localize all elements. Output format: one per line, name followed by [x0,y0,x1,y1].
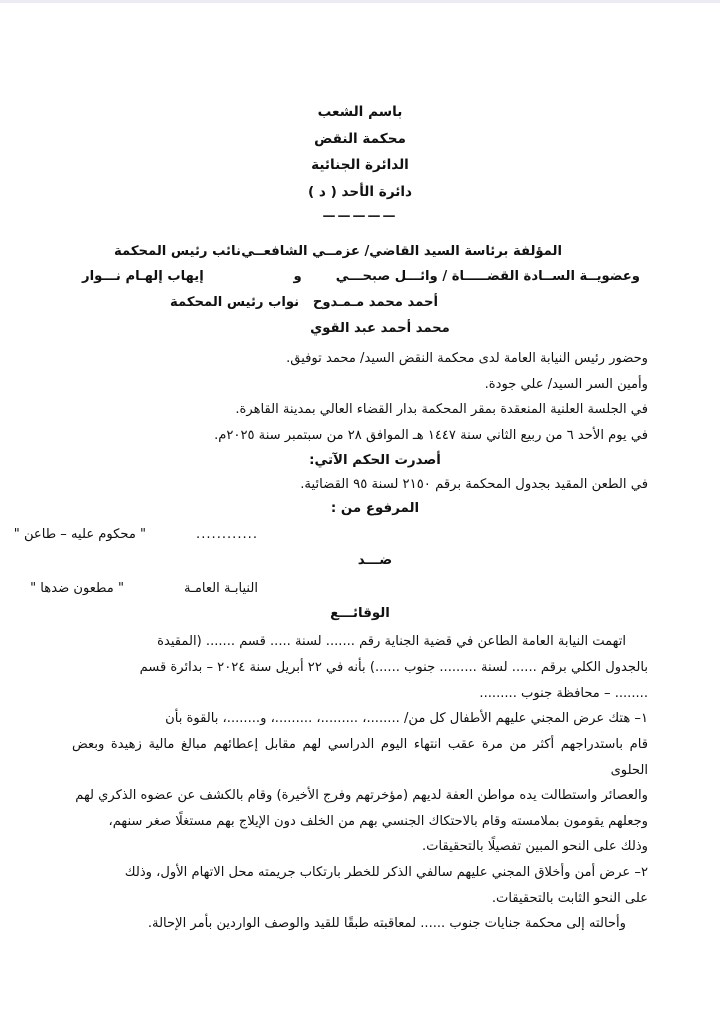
case-reference: في الطعن المقيد بجدول المحكمة برقم ٢١٥٠ لسنة ٩٥ القضائية. [300,477,648,493]
heading-raised-by: المرفوع من : [330,500,420,516]
preamble [72,346,648,448]
clerk-attendance: وأمين السر السيد/ علي جودة. [484,376,648,392]
charge-one-line-5: وذلك على النحو المبين تفصيلًا بالتحقيقات. [421,839,648,855]
appellant-tag: " محكوم عليه – طاعن " [13,526,147,542]
charge-one-line-2: قام باستدراجهم أكثر من مرة عقب انتهاء اليوم الدراسي لهم مقابل إعطائهم مبالغ مالية زهيدة وبعض الحلوى [67,736,648,778]
masthead-line-in-name-of-people: باسم الشعب [317,104,403,120]
charge-one-line-1: ١– هتك عرض المجني عليهم الأطفال كل من/ ........، .........، .........، و........، بالقوة بأن [165,711,648,727]
appellee-tag: " مطعون ضدها " [30,580,124,596]
heading-facts: الوقائـــع [330,606,390,622]
appellee-name: النيابـة العامـة [184,580,258,596]
presiding-judge-role: نائب رئيس المحكمة [114,243,241,259]
party-appellee [30,576,648,602]
facts-paragraph-line-3: ........ – محافظة جنوب ......... [479,685,648,701]
facts-paragraph-line-2: بالجدول الكلي برقم ...... لسنة ......... جنوب ......) بأنه في ٢٢ أبريل سنة ٢٠٢٤ – بدائرة قسم [139,659,648,675]
heading-versus: ضـــد [357,553,393,569]
masthead-line-criminal-chamber: الدائرة الجنائية [311,157,409,173]
referral-statement: وأحالته إلى محكمة جنايات جنوب ...... لمعاقبته طبقًا للقيد والوصف الواردين بأمر الإحالة. [147,916,626,932]
charge-one-line-3: والعصائر واستطالت يده مواطن العفة لديهم (مؤخرتهم وفرج الأخيرة) وقام بالكشف عن عضوه الذكري لهم [75,788,648,804]
appellant-name: ............ [196,526,258,542]
masthead-line-sunday-circuit: دائرة الأحد ( د ) [307,183,413,200]
document-sheet [0,3,720,967]
judicial-panel [72,239,648,343]
session-location: في الجلسة العلنية المنعقدة بمقر المحكمة بدار القضاء العالي بمدينة القاهرة. [235,402,648,418]
charge-two-line-2: على النحو الثابت بالتحقيقات. [491,890,648,906]
member-judge-name-4: محمد أحمد عبد القوي [310,321,450,337]
masthead [72,99,648,205]
conjunction-and: و [293,269,302,285]
presiding-judge-name: المؤلفة برئاسة السيد القاضي/ عزمــي الشافعــي [241,243,562,259]
member-judge-name-2: إيهاب إلهـام نـــوار [82,269,204,285]
panel-row-presiding-judge [72,239,648,265]
facts-paragraph-line-1: اتهمت النيابة العامة الطاعن في قضية الجناية رقم ....... لسنة ..... قسم ....... (المقيدة [157,634,626,650]
facts-body [67,629,648,937]
panel-row-member-judge-3 [72,290,648,316]
horizontal-rule-dashes: ————— [322,209,398,224]
session-date: في يوم الأحد ٦ من ربيع الثاني سنة ١٤٤٧ هـ الموافق ٢٨ من سبتمبر سنة ٢٠٢٥م. [214,427,648,443]
member-judge-name-3: أحمد محمد مـمـدوح [312,295,438,311]
heading-verdict-issued: أصدرت الحكم الآتي: [309,453,441,469]
member-judges-role: نواب رئيس المحكمة [170,295,300,311]
charge-one-line-4: وجعلهم يقومون بملامسته وقام بالاحتكاك الجنسي بهم من الخلف دون الإيلاج بهم مستغلًا صغر سنهم، [108,813,648,829]
masthead-line-court-of-cassation: محكمة النقض [314,130,406,147]
member-judge-name-1: وعضويــة الســادة القضـــــاة / وائـــل صبحـــي [335,269,640,285]
party-appellant [13,522,648,548]
charge-two-line-1: ٢– عرض أمن وأخلاق المجني عليهم سالفي الذكر للخطر بارتكاب جريمته محل الاتهام الأول، وذلك [124,865,648,881]
panel-row-member-judges [72,264,648,290]
prosecutor-attendance: وحضور رئيس النيابة العامة لدى محكمة النقض السيد/ محمد توفيق. [286,351,648,367]
